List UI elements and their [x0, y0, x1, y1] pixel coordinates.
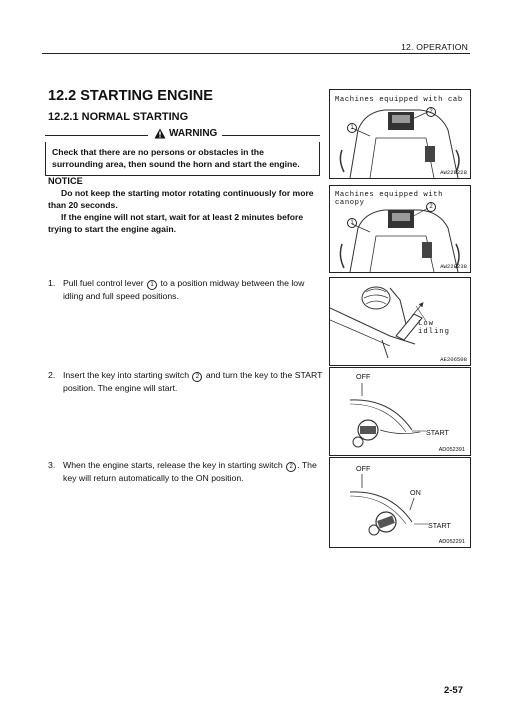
on-label: ON [410, 488, 421, 497]
callout-1: 1 [347, 123, 357, 133]
notice-title: NOTICE [48, 176, 83, 186]
warning-box [45, 128, 320, 176]
callout-ref: 1 [147, 280, 157, 290]
figure-canopy [329, 185, 471, 273]
warning-text: Check that there are no persons or obstacles in the surrounding area, then sound the horn and start the engine. [45, 142, 320, 176]
callout-2: 2 [426, 202, 436, 212]
figure-caption: Machines equipped with cab [335, 96, 463, 104]
step-1: 1. Pull fuel control lever 1 to a position midway between the low idling and full speed positions. [48, 278, 305, 301]
warning-triangle-icon [154, 128, 166, 139]
callout-2: 2 [426, 107, 436, 117]
figure-code: AD052291 [438, 539, 465, 545]
off-label: OFF [356, 464, 371, 473]
callout-ref: 2 [192, 372, 202, 382]
callout-1: 1 [347, 218, 357, 228]
header-rule [42, 53, 470, 54]
step-2: 2. Insert the key into starting switch 2 and turn the key to the START position. The engine will start. [48, 370, 323, 393]
figure-code: AE206508 [440, 356, 467, 363]
warning-label: WARNING [169, 128, 218, 139]
notice-paragraph: If the engine will not start, wait for at least 2 minutes before trying to start the engine again. [48, 212, 304, 234]
figure-caption: Machines equipped with canopy [335, 191, 444, 207]
low-idling-label: Low idling [418, 320, 450, 336]
notice-paragraph: Do not keep the starting motor rotating continuously for more than 20 seconds. [48, 188, 314, 210]
start-label: START [428, 521, 451, 530]
figure-code: AD052391 [438, 447, 465, 453]
figure-fuel-lever [329, 277, 471, 366]
page-number: 2-57 [443, 685, 463, 696]
figure-cab [329, 89, 471, 179]
figure-code: AW228238 [440, 263, 467, 270]
callout-ref: 2 [286, 462, 296, 472]
figure-switch-start [329, 367, 471, 456]
start-label: START [426, 428, 449, 437]
figure-switch-on [329, 457, 471, 548]
subsection-title: 12.2.1 NORMAL STARTING [48, 111, 189, 123]
notice-text [48, 187, 324, 235]
section-title: 12.2 STARTING ENGINE [48, 88, 213, 104]
step-3: 3. When the engine starts, release the key in starting switch 2 . The key will return automatically to the ON position. [48, 460, 317, 483]
figure-code: AW228228 [440, 169, 467, 176]
chapter-title: 12. OPERATION [401, 42, 468, 52]
off-label: OFF [356, 372, 371, 381]
